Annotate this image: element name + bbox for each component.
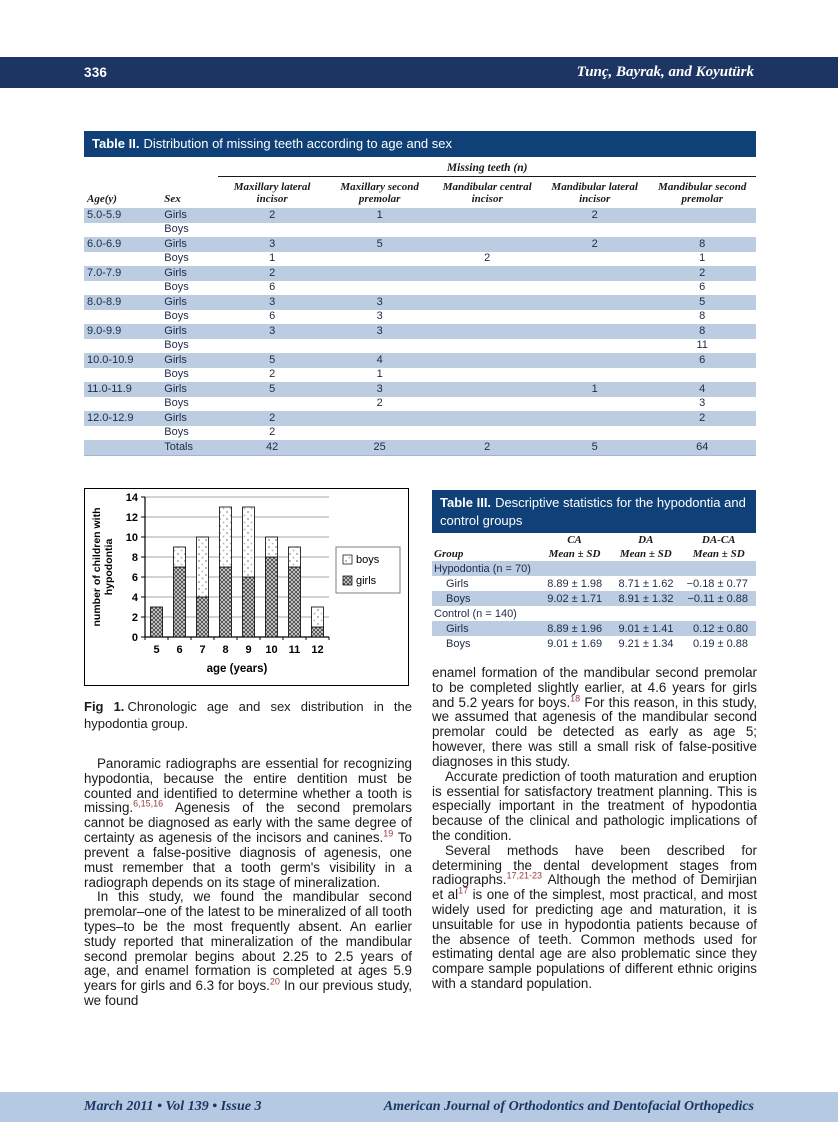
table2-col-header: Age(y) (87, 192, 117, 205)
table-row (84, 440, 756, 455)
citation-ref[interactable]: 6,15,16 (133, 798, 164, 809)
stat-cell (610, 606, 681, 621)
figure1-caption (84, 699, 412, 733)
y-axis-label-line: number of children with (91, 507, 103, 627)
count-cell (541, 411, 649, 426)
stat-cell: 9.01 ± 1.41 (618, 622, 674, 635)
sex-cell: Girls (164, 237, 187, 250)
table-row (84, 237, 756, 252)
count-cell: 6 (269, 281, 276, 294)
table-row (432, 636, 756, 651)
age-cell: 8.0-8.9 (87, 295, 122, 308)
table-row (84, 295, 756, 310)
count-cell (541, 223, 649, 238)
missing-teeth-table-head (84, 157, 756, 209)
sex-cell: Boys (164, 252, 189, 265)
sex-cell: Boys (164, 310, 189, 323)
missing-teeth-table-body (84, 208, 756, 455)
table2-col-header: Mandibular lateral incisor (551, 180, 638, 205)
count-cell (218, 397, 326, 412)
table-row (84, 353, 756, 368)
count-cell: 3 (376, 310, 383, 323)
count-cell: 3 (269, 324, 276, 337)
count-cell: 3 (699, 397, 706, 410)
age-cell (84, 368, 161, 383)
count-cell (326, 266, 434, 281)
stat-cell (681, 606, 756, 621)
count-cell: 5 (269, 382, 276, 395)
count-cell (326, 411, 434, 426)
descriptive-stats-table (432, 533, 756, 651)
table-row (432, 591, 756, 606)
count-cell: 3 (376, 295, 383, 308)
age-cell (84, 339, 161, 354)
count-cell (326, 223, 434, 238)
citation-ref[interactable]: 20 (269, 976, 280, 987)
table2-title-label: Table II. (92, 136, 140, 151)
descriptive-stats-table-head (432, 533, 756, 561)
table-row (84, 411, 756, 426)
paragraph: Accurate prediction of tooth maturation and eruption is essential for satisfactory treatment planning. This is especially important in the treatment of hypodontia because of the clinical and pathologic implications of the condition. (432, 768, 757, 843)
count-cell: 6 (269, 310, 276, 323)
bar-girls-age-8 (220, 567, 232, 637)
sex-cell: Girls (164, 353, 187, 366)
stat-cell (539, 606, 610, 621)
sex-cell: Girls (164, 295, 187, 308)
x-tick-label: 11 (288, 644, 301, 656)
count-cell (433, 339, 541, 354)
table2-column-header-row (84, 176, 756, 208)
x-tick-label: 10 (265, 644, 278, 656)
y-tick-label: 8 (131, 552, 138, 564)
stat-cell: 0.12 ± 0.80 (693, 622, 748, 635)
stat-cell: 8.91 ± 1.32 (618, 592, 674, 605)
stat-cell: −0.18 ± 0.77 (686, 577, 748, 590)
count-cell: 11 (696, 339, 708, 352)
missing-teeth-table (84, 157, 756, 456)
paragraph: In this study, we found the mandibular second premolar–one of the latest to be mineralized of all tooth types–to be the most frequently absent. An earlier study reported that mineralization of the mandibular second premolar begins about 2.25 to 2.5 years of age, and enamel formation is completed at ages 5.9 years for girls and 6.3 for boys.$^{20}$ In our previous study, we found (84, 889, 412, 1008)
figure1-caption-text: Chronologic age and sex distribution in the hypodontia group. (84, 699, 413, 731)
group-label-cell: Hypodontia (n = 70) (434, 562, 531, 575)
count-cell (433, 426, 541, 441)
legend-swatch-boys (343, 555, 352, 564)
age-cell (84, 426, 161, 441)
count-cell: 1 (591, 382, 598, 395)
x-axis-label: age (years) (206, 663, 268, 675)
bar-girls-age-9 (243, 577, 255, 637)
table3-col-group-header: DA (638, 534, 654, 547)
count-cell (433, 281, 541, 296)
table2-col-header: Sex (164, 192, 181, 205)
table3-group-header-row (432, 533, 756, 547)
count-cell: 8 (699, 310, 706, 323)
y-tick-label: 2 (131, 612, 138, 624)
stat-cell: 8.71 ± 1.62 (618, 577, 674, 590)
citation-ref[interactable]: 17,21-23 (506, 870, 542, 881)
table3-title-label: Table III. (440, 495, 492, 510)
count-cell: 8 (699, 324, 706, 337)
table2-col-header: Mandibular central incisor (442, 180, 532, 205)
count-cell: 64 (648, 440, 756, 455)
count-cell (648, 426, 756, 441)
bar-boys-age-12 (312, 607, 324, 627)
table3-blank-header (432, 533, 539, 547)
y-tick-label: 6 (131, 572, 138, 584)
sex-cell: Totals (161, 440, 218, 455)
age-cell: 5.0-5.9 (87, 208, 122, 221)
count-cell: 42 (218, 440, 326, 455)
count-cell (541, 266, 649, 281)
count-cell: 3 (376, 324, 383, 337)
legend-label-boys: boys (356, 554, 380, 566)
table2-title-text: Distribution of missing teeth according to age and sex (143, 136, 452, 151)
age-cell (84, 397, 161, 412)
running-authors: Tunç, Bayrak, and Koyutürk (576, 64, 754, 80)
group-label-cell: Control (n = 140) (434, 607, 517, 620)
count-cell: 1 (376, 208, 383, 221)
count-cell (648, 368, 756, 383)
sex-cell: Boys (164, 368, 189, 381)
y-tick-label: 10 (125, 532, 138, 544)
bar-boys-age-6 (174, 547, 186, 567)
age-cell: 7.0-7.9 (87, 266, 122, 279)
count-cell (218, 223, 326, 238)
stat-cell: 9.21 ± 1.34 (618, 637, 674, 650)
y-tick-label: 14 (125, 492, 138, 504)
citation-ref[interactable]: 17 (458, 885, 469, 896)
count-cell (648, 223, 756, 238)
stat-cell: −0.11 ± 0.88 (687, 592, 748, 605)
descriptive-stats-table-body (432, 561, 756, 651)
table2-span-header-row (84, 157, 756, 177)
count-cell (326, 252, 434, 267)
bar-girls-age-6 (174, 567, 186, 637)
table-row (84, 310, 756, 325)
count-cell (433, 310, 541, 325)
table3-col-group-header: CA (567, 534, 582, 547)
count-cell: 6 (699, 281, 706, 294)
fig1-chart (85, 489, 408, 685)
count-cell: 2 (269, 411, 276, 424)
age-cell (84, 252, 161, 267)
table2-col-header: Mandibular second premolar (658, 180, 747, 205)
count-cell: 2 (269, 208, 276, 221)
count-cell (433, 411, 541, 426)
table3-title-bar (432, 490, 756, 533)
age-cell: 11.0-11.9 (87, 382, 132, 395)
bar-girls-age-5 (151, 607, 163, 637)
table2-col-header: Maxillary second premolar (340, 180, 419, 205)
table-row (84, 266, 756, 281)
page-number: 336 (84, 65, 108, 80)
age-cell: 12.0-12.9 (87, 411, 134, 424)
figure1-box (84, 488, 409, 686)
count-cell: 3 (269, 295, 276, 308)
table3-title-text: Descriptive statistics for the hypodontia and control groups (440, 495, 746, 528)
table-row (84, 339, 756, 354)
x-tick-label: 8 (222, 644, 229, 656)
count-cell: 2 (269, 426, 276, 439)
count-cell: 25 (326, 440, 434, 455)
bar-girls-age-11 (289, 567, 301, 637)
page-footer-bar (0, 1092, 838, 1122)
count-cell (433, 266, 541, 281)
y-axis-label-line: hypodontia (103, 538, 115, 596)
stat-cell: 9.01 ± 1.69 (547, 637, 603, 650)
count-cell (326, 426, 434, 441)
bar-boys-age-11 (289, 547, 301, 567)
count-cell: 2 (433, 440, 541, 455)
count-cell (541, 310, 649, 325)
table-row (84, 252, 756, 267)
legend-swatch-girls (343, 576, 352, 585)
sex-cell: Girls (164, 208, 187, 221)
age-cell (84, 281, 161, 296)
count-cell (433, 368, 541, 383)
count-cell: 3 (376, 382, 383, 395)
count-cell: 2 (591, 237, 598, 250)
sex-cell: Boys (164, 223, 189, 236)
page-header-bar (0, 57, 838, 88)
count-cell: 2 (484, 252, 491, 265)
table3-col-group-header: DA-CA (701, 534, 736, 547)
count-cell (433, 208, 541, 223)
table-row (84, 397, 756, 412)
y-tick-label: 4 (131, 592, 138, 604)
age-cell: 9.0-9.9 (87, 324, 122, 337)
count-cell (648, 208, 756, 223)
citation-ref[interactable]: 18 (570, 693, 581, 704)
x-tick-label: 5 (153, 644, 160, 656)
y-tick-label: 0 (131, 632, 138, 644)
table3-sub-header: Mean ± SD (548, 548, 601, 561)
count-cell (433, 324, 541, 339)
count-cell: 5 (541, 440, 649, 455)
table2-span-header: Missing teeth (n) (218, 157, 756, 177)
count-cell: 2 (591, 208, 598, 221)
sex-cell: Girls (164, 266, 187, 279)
count-cell: 5 (269, 353, 276, 366)
stat-cell: 8.89 ± 1.98 (547, 577, 603, 590)
figure1-caption-label: Fig 1. (84, 699, 125, 714)
table-row (84, 223, 756, 238)
table-row (432, 561, 756, 576)
count-cell (541, 281, 649, 296)
table3-group-col-header: Group (434, 548, 464, 561)
table-row (84, 368, 756, 383)
count-cell (541, 324, 649, 339)
stat-cell (539, 561, 610, 576)
count-cell: 5 (699, 295, 706, 308)
sex-cell: Boys (164, 397, 189, 410)
table-row (84, 208, 756, 223)
age-cell (84, 310, 161, 325)
paragraph: Several methods have been described for determining the dental development stages from radiographs.$^{17,21-23}$ Although the method of Demirjian et al$^{17}$ is one of the simplest, most practical, and most widely used for predicting age and maturation, it is unsuitable for use in hypodontia patients because of the absence of teeth. Common methods used for estimating dental age are also problematic since they compare sample populations of different ethnic origins with a standard population. (432, 842, 757, 992)
x-tick-label: 12 (311, 644, 324, 656)
sex-cell: Boys (164, 339, 189, 352)
count-cell (541, 353, 649, 368)
body-text-right-column (432, 666, 757, 992)
bar-girls-age-10 (266, 557, 278, 637)
table-row (432, 606, 756, 621)
count-cell: 1 (269, 252, 276, 265)
bar-boys-age-9 (243, 507, 255, 577)
stat-cell (610, 561, 681, 576)
count-cell: 1 (376, 368, 383, 381)
age-cell: 6.0-6.9 (87, 237, 122, 250)
count-cell (541, 368, 649, 383)
age-cell: 10.0-10.9 (87, 353, 134, 366)
count-cell (326, 281, 434, 296)
count-cell: 2 (376, 397, 383, 410)
table3-sub-header: Mean ± SD (692, 548, 745, 561)
bar-girls-age-7 (197, 597, 209, 637)
count-cell: 2 (269, 266, 276, 279)
footer-journal-name: American Journal of Orthodontics and Dentofacial Orthopedics (383, 1099, 754, 1114)
body-text-left-column (84, 757, 412, 1009)
age-cell (84, 440, 161, 455)
count-cell (433, 353, 541, 368)
count-cell (433, 397, 541, 412)
count-cell: 4 (376, 353, 383, 366)
table2-span-blank (84, 157, 218, 177)
count-cell (433, 295, 541, 310)
count-cell: 6 (699, 353, 706, 366)
count-cell: 1 (699, 252, 706, 265)
count-cell (541, 295, 649, 310)
table-row (432, 621, 756, 636)
count-cell (433, 223, 541, 238)
table-row (84, 281, 756, 296)
table3-sub-header: Mean ± SD (619, 548, 672, 561)
group-label-cell: Boys (446, 592, 471, 605)
x-tick-label: 6 (176, 644, 183, 656)
stat-cell: 8.89 ± 1.96 (547, 622, 603, 635)
count-cell: 2 (699, 411, 706, 424)
count-cell (541, 397, 649, 412)
bar-boys-age-7 (197, 537, 209, 597)
group-label-cell: Boys (446, 637, 471, 650)
table-row (84, 382, 756, 397)
sex-cell: Girls (164, 324, 187, 337)
count-cell: 5 (376, 237, 383, 250)
sex-cell: Girls (164, 411, 187, 424)
x-tick-label: 7 (199, 644, 206, 656)
sex-cell: Girls (164, 382, 187, 395)
table-row (84, 324, 756, 339)
y-tick-label: 12 (125, 512, 138, 524)
count-cell (433, 382, 541, 397)
count-cell: 4 (699, 382, 706, 395)
count-cell (541, 339, 649, 354)
bar-boys-age-10 (266, 537, 278, 557)
count-cell (541, 426, 649, 441)
count-cell (541, 252, 649, 267)
table2-col-header: Maxillary lateral incisor (233, 180, 311, 205)
table-row (432, 576, 756, 591)
legend-label-girls: girls (356, 575, 377, 587)
sex-cell: Boys (164, 281, 189, 294)
count-cell: 8 (699, 237, 706, 250)
count-cell: 2 (269, 368, 276, 381)
stat-cell (681, 561, 756, 576)
stat-cell: 0.19 ± 0.88 (693, 637, 748, 650)
table-row (84, 426, 756, 441)
group-label-cell: Girls (446, 622, 469, 635)
count-cell (326, 339, 434, 354)
paragraph: enamel formation of the mandibular second premolar to be completed slightly earlier, at 4.6 years for girls and 5.2 years for boys.$^{18}$ For this reason, in this study, we assumed that agenesis of the mandibular second premolar could be detected as early as age 5; however, there was still a small risk of false-positive diagnoses in this study. (432, 665, 758, 769)
count-cell (218, 339, 326, 354)
table2-section (84, 131, 756, 456)
table2-title-bar (84, 131, 756, 157)
x-tick-label: 9 (245, 644, 252, 656)
footer-issue-info: March 2011 • Vol 139 • Issue 3 (84, 1099, 262, 1114)
count-cell: 2 (699, 266, 706, 279)
table3-section (432, 490, 756, 651)
table3-sub-header-row (432, 547, 756, 561)
age-cell (84, 223, 161, 238)
citation-ref[interactable]: 19 (383, 828, 394, 839)
bar-girls-age-12 (312, 627, 324, 637)
sex-cell: Boys (164, 426, 189, 439)
paragraph: Panoramic radiographs are essential for recognizing hypodontia, because the entire dentition must be counted and identified to determine whether a tooth is missing.$^{6,15,16}$ Agenesis of the second premolars cannot be diagnosed as early with the same degree of certainty as agenesis of the incisors and canines.$^{19}$ To prevent a false-positive diagnosis of agenesis, one must remember that a tooth germ's visibility in a radiograph depends on its stage of mineralization. (84, 756, 412, 890)
count-cell: 3 (269, 237, 276, 250)
count-cell (433, 237, 541, 252)
bar-boys-age-8 (220, 507, 232, 567)
stat-cell: 9.02 ± 1.71 (547, 592, 603, 605)
group-label-cell: Girls (446, 577, 469, 590)
